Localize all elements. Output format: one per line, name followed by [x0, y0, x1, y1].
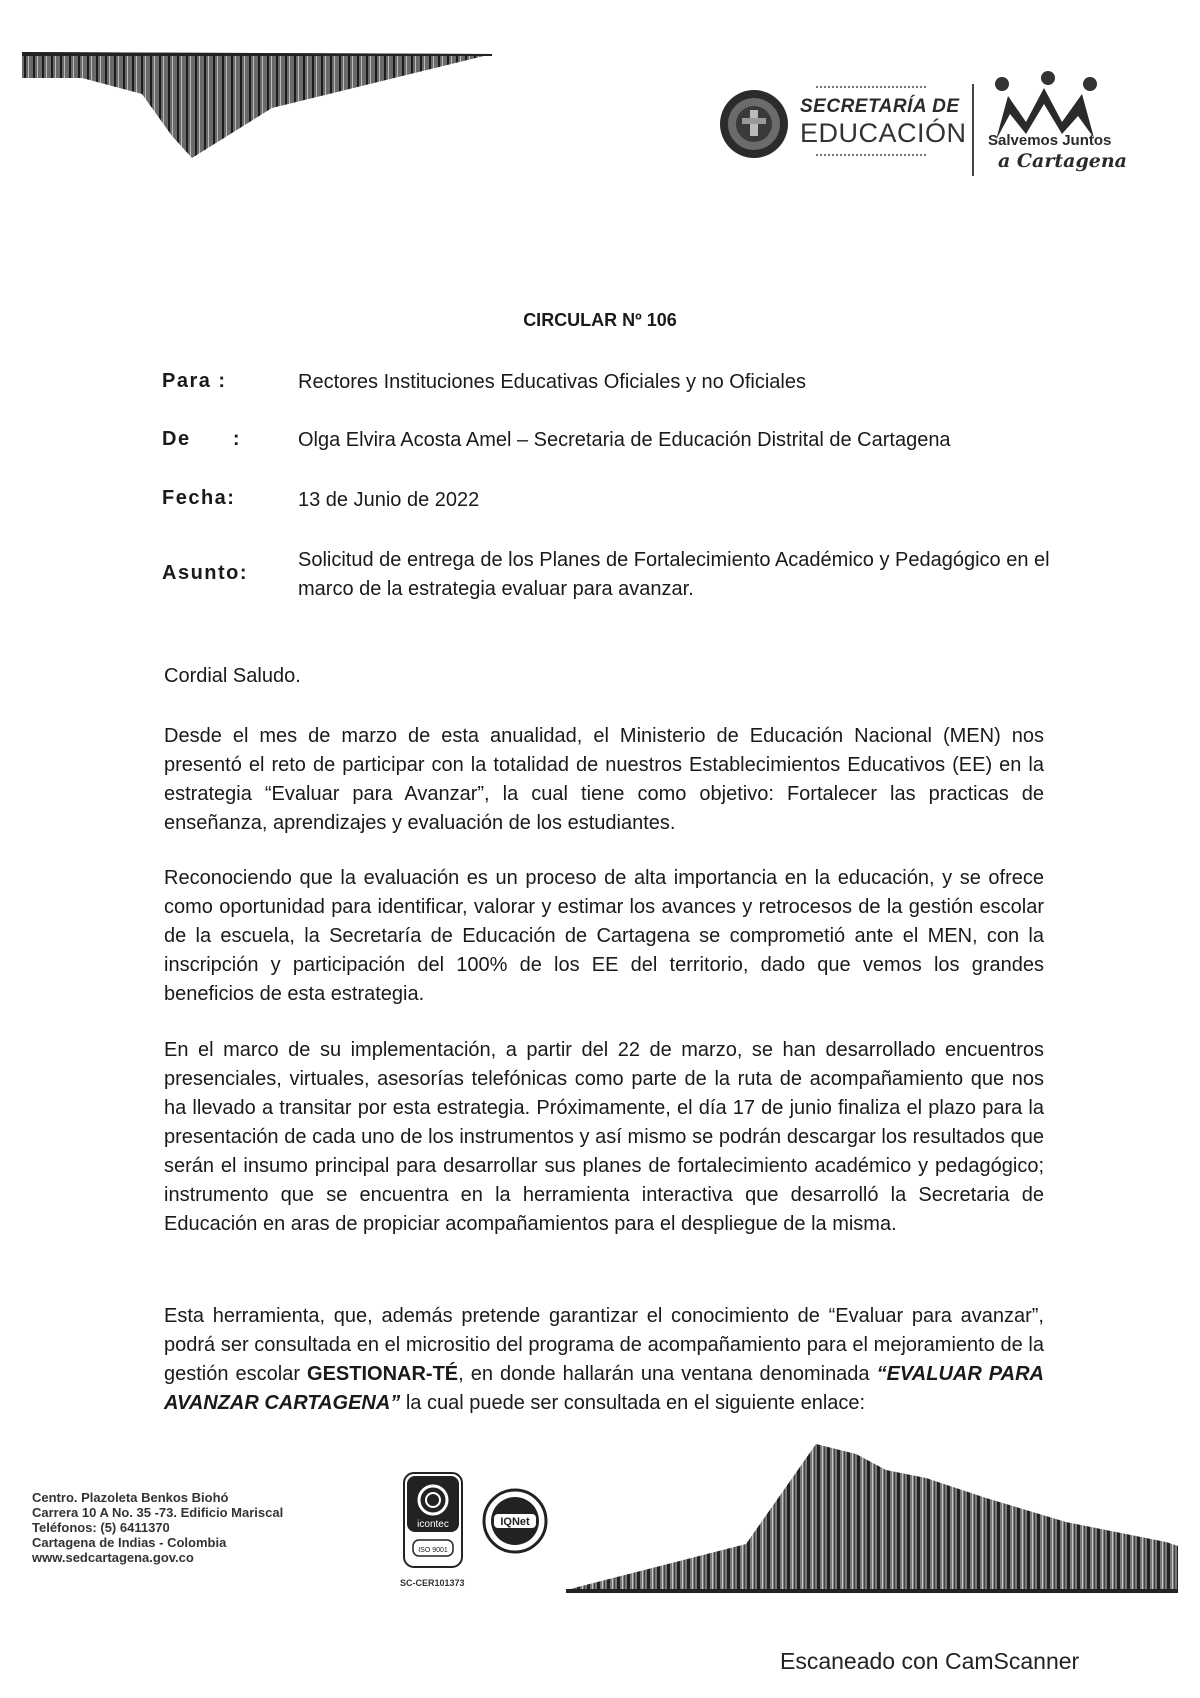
secretaria-subtitle: EDUCACIÓN — [800, 118, 967, 148]
footer-address — [32, 1490, 283, 1565]
iqnet-certification-icon — [482, 1488, 548, 1554]
fecha-label: Fecha: — [162, 487, 236, 509]
circular-title: CIRCULAR Nº 106 — [523, 310, 677, 330]
slogan-line-2: a Cartagena — [998, 150, 1127, 172]
paragraph-4-part-1: Esta herramienta, que, además pretende garantizar el conocimiento de “Evaluar para avanzar”, podrá ser consultada en el micrositio del programa de acompañamiento para el mejoramiento de la gestión escolar — [164, 1305, 1044, 1385]
header-logos — [718, 62, 1138, 172]
address-line-4: Cartagena de Indias - Colombia — [32, 1535, 227, 1550]
asunto-label: Asunto: — [162, 562, 249, 584]
secretaria-seal-icon — [718, 88, 790, 160]
iso-label: ISO 9001 — [418, 1547, 448, 1554]
icontec-certification-icon — [403, 1472, 463, 1568]
iqnet-label: IQNet — [500, 1516, 530, 1528]
footer-decorative-bars — [566, 1414, 1186, 1604]
paragraph-4 — [164, 1302, 1044, 1418]
para-label: Para : — [162, 370, 227, 392]
paragraph-1: Desde el mes de marzo de esta anualidad, el Ministerio de Educación Nacional (MEN) nos presentó el reto de participar con la totalidad de nuestros Establecimientos Educativos (EE) en la estrategia “Evaluar para Avanzar”, la cual tiene como objetivo: Fortalecer las practicas de enseñanza, aprendizajes y evaluación de los estudiantes. — [164, 725, 1044, 834]
camscanner-watermark: Escaneado con CamScanner — [780, 1648, 1080, 1674]
paragraph-3: En el marco de su implementación, a partir del 22 de marzo, se han desarrollado encuentros presenciales, virtuales, asesorías telefónicas como parte de la ruta de acompañamiento que nos ha llevado a transitar por esta estrategia. Próximamente, el día 17 de junio finaliza el plazo para la presentación de cada uno de los instrumentos y así mismo se podrán descargar los resultados que serán el insumo principal para desarrollar sus planes de fortalecimiento académico y pedagógico; instrumento que se encuentra en la herramienta interactiva que desarrolló la Secretaria de Educación en aras de propiciar acompañamientos para el despliegue de la misma. — [164, 1039, 1044, 1235]
paragraph-4-part-3: la cual puede ser consultada en el siguiente enlace: — [400, 1392, 866, 1414]
asunto-value: Solicitud de entrega de los Planes de Fortalecimiento Académico y Pedagógico en el marco de la estrategia evaluar para avanzar. — [298, 549, 1050, 600]
secretaria-dotted-line-bottom — [816, 154, 926, 156]
secretaria-dotted-line-top — [816, 86, 926, 88]
logo-divider — [972, 84, 974, 176]
window-name: “EVALUAR PARA AVANZAR CARTAGENA” — [164, 1363, 1044, 1414]
address-line-5: www.sedcartagena.gov.co — [32, 1550, 194, 1565]
de-value: Olga Elvira Acosta Amel – Secretaria de Educación Distrital de Cartagena — [298, 429, 951, 451]
paragraph-2: Reconociendo que la evaluación es un proceso de alta importancia en la educación, y se ofrece como oportunidad para identificar, valorar y estimar los avances y retrocesos de la gestión escolar de la escuela, la Secretaría de Educación de Cartagena se comprometió ante el MEN, con la inscripción y participación del 100% de los EE del territorio, dado que vemos los grandes beneficios de esta estrategia. — [164, 867, 1044, 1005]
certificate-code: SC-CER101373 — [400, 1578, 465, 1588]
fecha-value: 13 de Junio de 2022 — [298, 489, 480, 511]
greeting: Cordial Saludo. — [164, 665, 301, 687]
paragraph-4-part-2: , en donde hallarán una ventana denominada — [458, 1363, 877, 1385]
header-decorative-bars — [22, 48, 502, 160]
secretaria-title: SECRETARÍA DE — [800, 96, 960, 117]
address-line-1: Centro. Plazoleta Benkos Biohó — [32, 1490, 229, 1505]
address-line-3: Teléfonos: (5) 6411370 — [32, 1520, 170, 1535]
gestionar-te-name: GESTIONAR-TÉ — [307, 1363, 459, 1385]
icontec-label: icontec — [417, 1519, 449, 1530]
slogan-line-1: Salvemos Juntos — [988, 132, 1112, 149]
address-line-2: Carrera 10 A No. 35 -73. Edificio Mariscal — [32, 1505, 284, 1520]
para-value: Rectores Instituciones Educativas Oficiales y no Oficiales — [298, 371, 806, 393]
de-label: De : — [162, 428, 242, 450]
